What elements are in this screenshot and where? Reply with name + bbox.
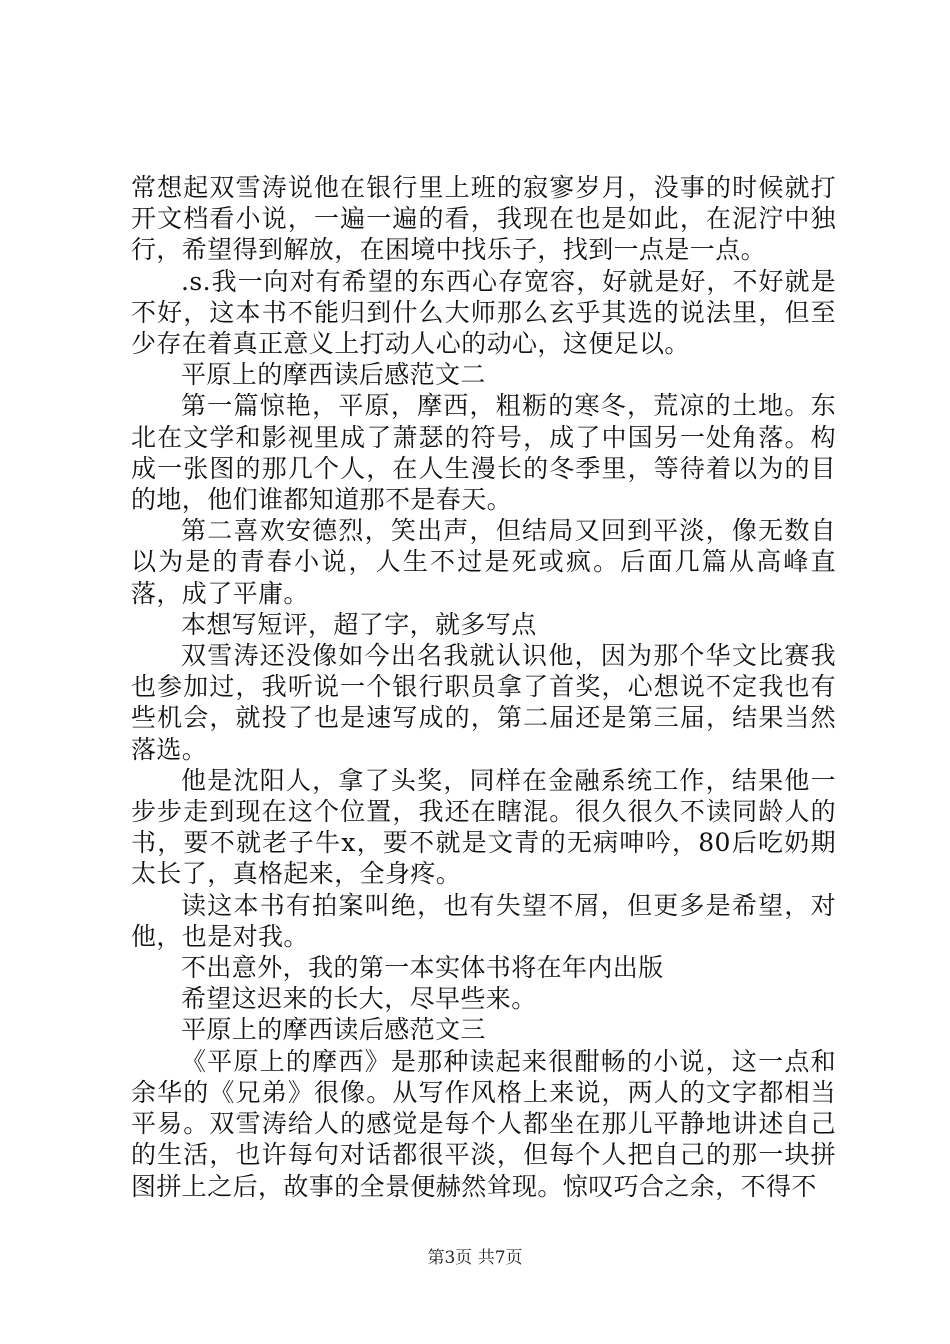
paragraph: 本想写短评，超了字，就多写点 [181, 609, 537, 639]
section-heading: 平原上的摩西读后感范文三 [181, 1015, 486, 1045]
paragraph: 他是沈阳人，拿了头奖，同样在金融系统工作，结果他一步步走到现在这个位置，我还在瞎混。很久很久不读同龄人的书，要不就老子牛x，要不就是文青的无病呻吟，80后吃奶期太长了，真格起来，全身疼。 [131, 765, 836, 889]
paragraph: 第二喜欢安德烈，笑出声，但结局又回到平淡，像无数自以为是的青春小说，人生不过是死或疯。后面几篇从高峰直落，成了平庸。 [131, 516, 836, 608]
document-body [131, 172, 836, 1202]
paragraph: 读这本书有拍案叫绝，也有失望不屑，但更多是希望，对他，也是对我。 [131, 890, 836, 951]
section-heading: 平原上的摩西读后感范文二 [181, 360, 486, 390]
paragraph: 《平原上的摩西》是那种读起来很酣畅的小说，这一点和余华的《兄弟》很像。从写作风格上来说，两人的文字都相当平易。双雪涛给人的感觉是每个人都坐在那儿平静地讲述自己的生活，也许每句对话都很平淡，但每个人把自己的那一块拼图拼上之后，故事的全景便赫然耸现。惊叹巧合之余，不得不 [131, 1046, 836, 1201]
paragraph: .s.我一向对有希望的东西心存宽容，好就是好，不好就是不好，这本书不能归到什么大师那么玄乎其选的说法里，但至少存在着真正意义上打动人心的动心，这便足以。 [131, 266, 836, 359]
paragraph: 希望这迟来的长大，尽早些来。 [181, 984, 537, 1014]
paragraph-continuation: 常想起双雪涛说他在银行里上班的寂寥岁月，没事的时候就打开文档看小说，一遍一遍的看，我现在也是如此，在泥泞中独行，希望得到解放，在困境中找乐子，找到一点是一点。 [131, 173, 836, 265]
paragraph: 双雪涛还没像如今出名我就认识他，因为那个华文比赛我也参加过，我听说一个银行职员拿了首奖，心想说不定我也有些机会，就投了也是速写成的，第二届还是第三届，结果当然落选。 [131, 641, 836, 764]
page-footer: 第3页 共7页 [427, 1248, 523, 1268]
paragraph: 不出意外，我的第一本实体书将在年内出版 [181, 953, 664, 983]
paragraph: 第一篇惊艳，平原，摩西，粗粝的寒冬，荒凉的土地。东北在文学和影视里成了萧瑟的符号，成了中国另一处角落。构成一张图的那几个人，在人生漫长的冬季里，等待着以为的目的地，他们谁都知道那不是春天。 [131, 391, 836, 515]
